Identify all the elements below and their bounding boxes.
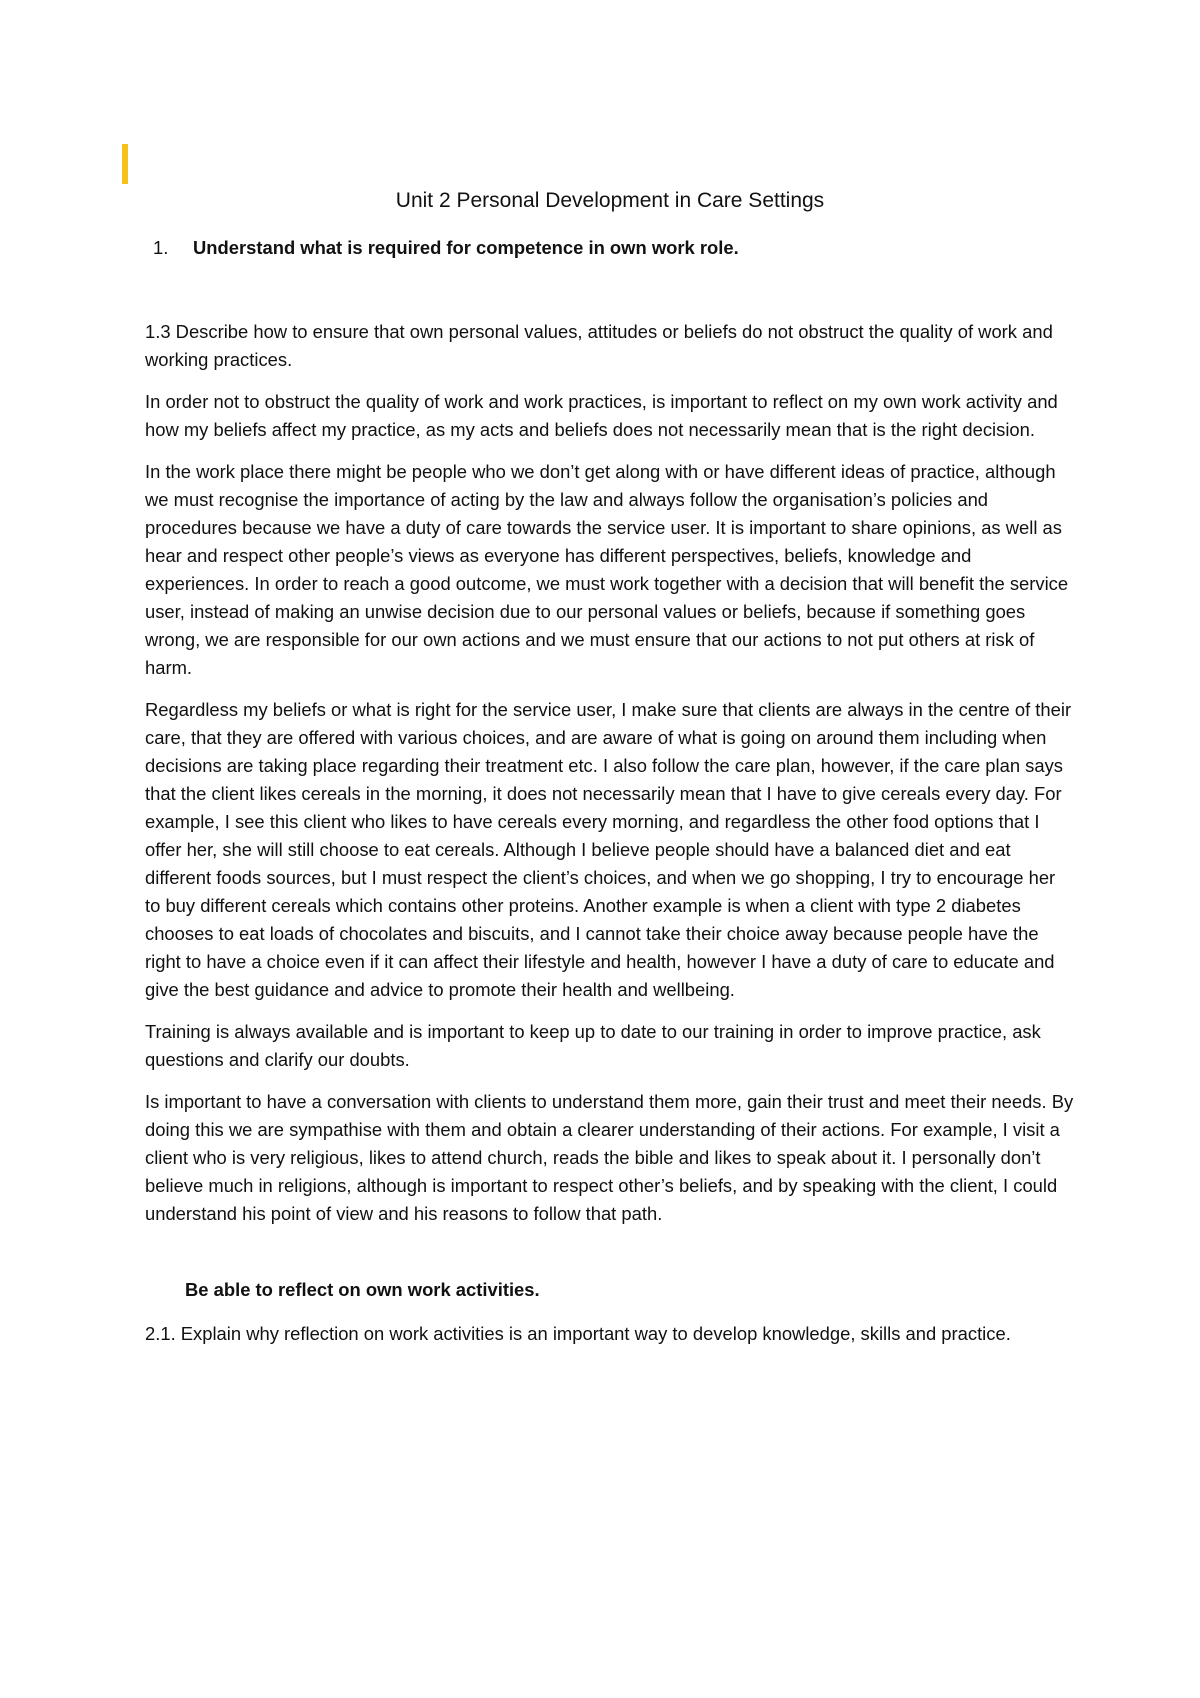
paragraph: Training is always available and is important to keep up to date to our training in order to improve practice, ask questions and clarify our doubts. bbox=[145, 1021, 1041, 1070]
section-1-heading-text: Understand what is required for competence in own work role. bbox=[193, 237, 739, 258]
section-1-number: 1. bbox=[153, 237, 169, 258]
paragraph: Regardless my beliefs or what is right for the service user, I make sure that clients are always in the centre of their care, that they are offered with various choices, and are aware of what is going on around them including when decisions are taking place regarding their treatment etc. I also follow the care plan, however, if the care plan says that the client likes cereals in the morning, it does not necessarily mean that I have to give cereals every day. For example, I see this client who likes to have cereals every morning, and regardless the other food options that I offer her, she will still choose to eat cereals. Although I believe people should have a balanced diet and eat different foods sources, but I must respect the client’s choices, and when we go shopping, I try to encourage her to buy different cereals which contains other proteins. Another example is when a client with type 2 diabetes chooses to eat loads of chocolates and biscuits, and I cannot take their choice away because people have the right to have a choice even if it can affect their lifestyle and health, however I have a duty of care to educate and give the best guidance and advice to promote their health and wellbeing. bbox=[145, 699, 1072, 1000]
document-title: Unit 2 Personal Development in Care Settings bbox=[395, 189, 825, 212]
question-2-1: 2.1. Explain why reflection on work activities is an important way to develop knowledge, skills and practice. bbox=[145, 1323, 1011, 1344]
question-1-3: 1.3 Describe how to ensure that own personal values, attitudes or beliefs do not obstruct the quality of work and working practices. bbox=[145, 321, 1053, 370]
document-body bbox=[145, 186, 1075, 1362]
text-cursor-marker bbox=[122, 144, 128, 184]
paragraph: In order not to obstruct the quality of work and work practices, is important to reflect on my own work activity and how my beliefs affect my practice, as my acts and beliefs does not necessarily mean that is the right decision. bbox=[145, 391, 1058, 440]
section-1-heading bbox=[145, 234, 1075, 262]
section-2-heading: Be able to reflect on own work activities. bbox=[185, 1279, 540, 1300]
paragraph: Is important to have a conversation with clients to understand them more, gain their trust and meet their needs. By doing this we are sympathise with them and obtain a clearer understanding of their actions. For example, I visit a client who is very religious, likes to attend church, reads the bible and likes to speak about it. I personally don’t believe much in religions, although is important to respect other’s beliefs, and by speaking with the client, I could understand his point of view and his reasons to follow that path. bbox=[145, 1091, 1074, 1224]
paragraph: In the work place there might be people who we don’t get along with or have different ideas of practice, although we must recognise the importance of acting by the law and always follow the organisation’s policies and procedures because we have a duty of care towards the service user. It is important to share opinions, as well as hear and respect other people’s views as everyone has different perspectives, beliefs, knowledge and experiences. In order to reach a good outcome, we must work together with a decision that will benefit the service user, instead of making an unwise decision due to our personal values or beliefs, because if something goes wrong, we are responsible for our own actions and we must ensure that our actions to not put others at risk of harm. bbox=[145, 461, 1069, 678]
